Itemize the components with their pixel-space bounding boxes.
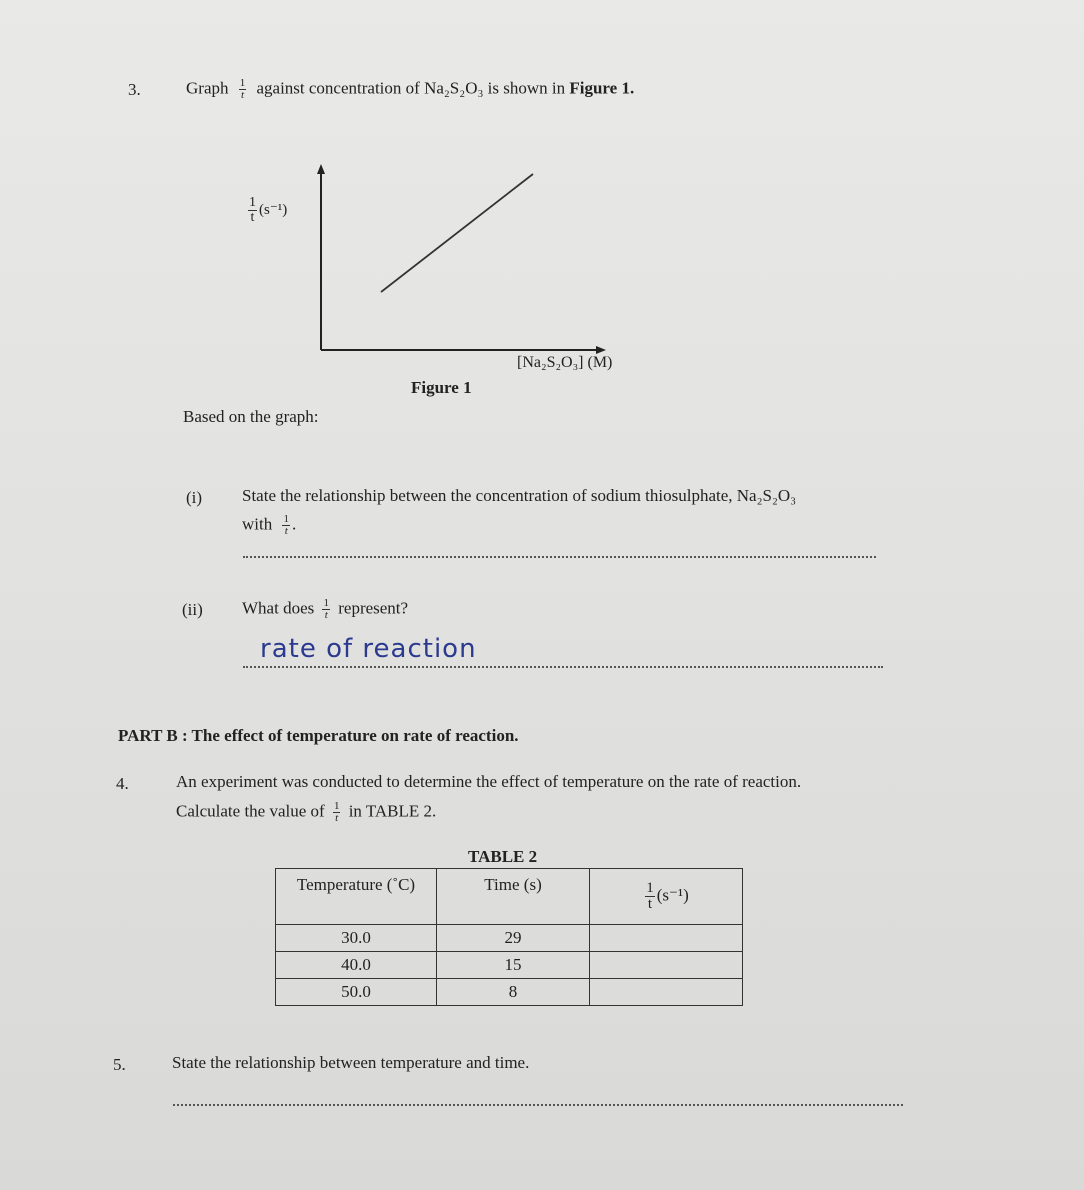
q3-text-c: is shown in: [487, 78, 566, 98]
cell-time: 29: [437, 925, 590, 952]
cell-answer[interactable]: [590, 979, 743, 1006]
q3ii-handwritten-answer: rate of reaction: [260, 634, 477, 664]
cell-temperature: 50.0: [276, 979, 437, 1006]
part-b-heading: PART B : The effect of temperature on rate of reaction.: [118, 726, 519, 745]
y-label-den: t: [250, 210, 255, 225]
y-label-fraction: [248, 196, 257, 225]
table-row: [276, 952, 743, 979]
q3i-frac-den: t: [284, 525, 288, 537]
cell-temperature: 30.0: [276, 925, 437, 952]
q4-fraction: [333, 801, 341, 824]
x-axis-label: [Na₂S₂O₃] (M): [517, 354, 613, 371]
header-temperature: Temperature (˚C): [276, 869, 437, 925]
q3-text-a: Graph: [186, 78, 229, 98]
header-frac-num: 1: [646, 880, 654, 896]
x-axis-arrow: [596, 346, 606, 354]
q5-answer-line[interactable]: [173, 1104, 903, 1106]
header-frac-den: t: [647, 896, 653, 912]
q4-line2: [176, 801, 436, 824]
q3-text-b: against concentration of: [256, 78, 420, 98]
q3ii-frac-den: t: [324, 609, 328, 621]
q3i-text2: [242, 514, 296, 537]
q3-frac-num: 1: [239, 77, 246, 89]
graph-line: [381, 174, 533, 292]
q3ii-fraction: [322, 598, 330, 621]
q4-frac-num: 1: [333, 800, 340, 812]
y-label-num: 1: [249, 195, 256, 210]
q3i-with: with: [242, 514, 273, 534]
q3ii-text-b: represent?: [338, 598, 409, 618]
cell-answer[interactable]: [590, 925, 743, 952]
q3i-fraction: [282, 514, 290, 537]
q3ii-frac-num: 1: [323, 597, 329, 609]
q3i-text: State the relationship between the concentration of sodium thiosulphate, Na₂S₂O₃: [242, 486, 797, 505]
q3ii-text-a: What does: [242, 598, 315, 618]
q3ii-answer-line[interactable]: [243, 666, 883, 668]
q5-number: 5.: [113, 1055, 126, 1074]
header-fraction: [645, 881, 655, 912]
q3i-frac-num: 1: [283, 513, 289, 525]
y-axis-label: [246, 196, 287, 225]
table-title: TABLE 2: [468, 847, 538, 866]
table-row: [276, 979, 743, 1006]
q3-frac-den: t: [240, 89, 245, 101]
table-row: [276, 925, 743, 952]
y-label-unit: (s⁻¹): [259, 201, 288, 218]
y-axis-arrow: [317, 164, 325, 174]
q4-line2-a: Calculate the value of: [176, 801, 325, 821]
cell-time: 8: [437, 979, 590, 1006]
header-reciprocal-time: [590, 869, 743, 925]
q4-line1: An experiment was conducted to determine the effect of temperature on the rate of reaction.: [176, 772, 802, 791]
q3i-label: (i): [186, 488, 203, 507]
q4-number: 4.: [116, 774, 129, 793]
cell-answer[interactable]: [590, 952, 743, 979]
q4-line2-b: in TABLE 2.: [348, 801, 437, 821]
q3-compound: Na₂S₂O₃: [424, 78, 484, 98]
q3-figure-ref: Figure 1.: [569, 78, 635, 98]
cell-time: 15: [437, 952, 590, 979]
header-unit: (s⁻¹): [656, 885, 689, 905]
q3i-end: .: [291, 514, 297, 534]
cell-temperature: 40.0: [276, 952, 437, 979]
q3ii-label: (ii): [182, 600, 203, 619]
q3ii-text: [242, 598, 408, 621]
q4-frac-den: t: [335, 812, 339, 824]
figure-caption: Figure 1: [411, 378, 472, 397]
q3i-answer-line[interactable]: [243, 556, 876, 558]
based-on-text: Based on the graph:: [183, 407, 319, 426]
table-header-row: [276, 869, 743, 925]
q5-text: State the relationship between temperature and time.: [172, 1053, 530, 1072]
header-time: Time (s): [437, 869, 590, 925]
table-2: [275, 868, 743, 1006]
q3-number: 3.: [128, 80, 141, 99]
